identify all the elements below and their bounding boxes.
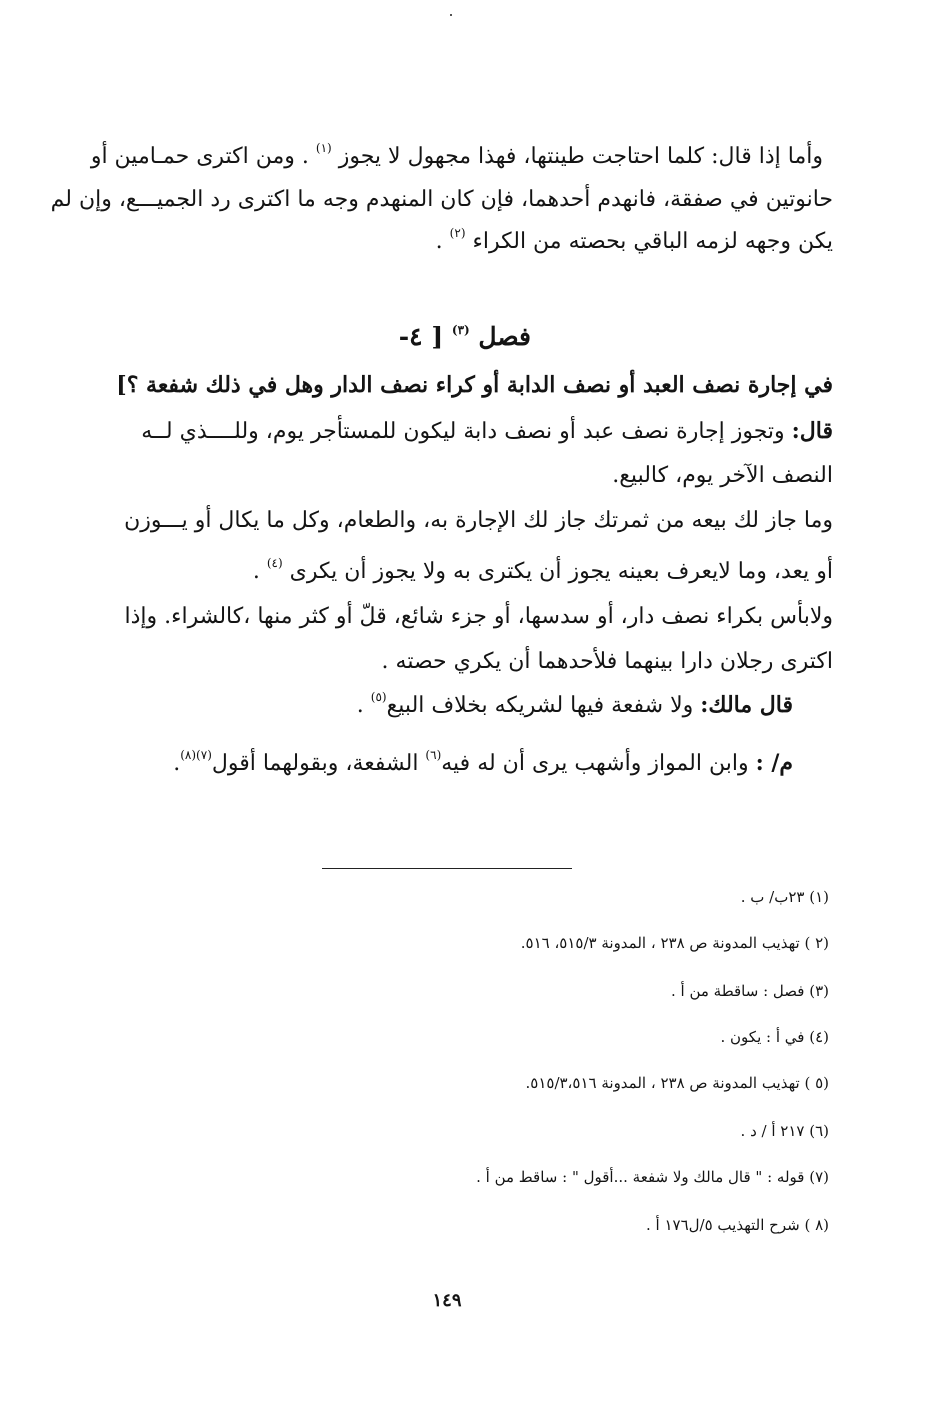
body-line-7 <box>253 557 833 587</box>
body-line-8 <box>125 602 834 632</box>
body-line-9 <box>382 647 833 677</box>
body-text: . <box>435 229 443 254</box>
body-line-10 <box>357 690 793 721</box>
body-line-1 <box>91 142 823 172</box>
footnote-6: (٦) ٢١٧ أ / د . <box>740 1122 829 1140</box>
body-text: ولا شفعة فيها لشريكه بخلاف البيع <box>386 693 701 718</box>
footnote-ref-2: (٢) <box>449 226 466 240</box>
page-number: ١٤٩ <box>432 1290 462 1311</box>
section-subtitle <box>116 370 833 400</box>
body-text: وتجوز إجارة نصف عبد أو نصف دابة ليكون للمستأجر يوم، وللــــذي لــه <box>141 419 792 444</box>
footnote-ref-5: (٥) <box>370 690 387 704</box>
body-line-3 <box>436 227 833 257</box>
body-text: . <box>252 559 260 584</box>
section-subtitle-text: في إجارة نصف العبد أو نصف الدابة أو كراء نصف الدار وهل في ذلك شفعة ؟] <box>116 372 833 398</box>
body-text: وما جاز لك بيعه من ثمرتك جاز لك الإجارة به، والطعام، وكل ما يكال أو يـــوزن <box>124 508 833 533</box>
body-text: ولابأس بكراء نصف دار، أو سدسها، أو جزء شائع، قلّ أو كثر منها ،كالشراء. وإذا <box>124 604 833 629</box>
body-text: اكترى رجلان دارا بينهما فلأحدهما أن يكري حصته . <box>381 649 833 674</box>
section-heading <box>399 322 531 351</box>
section-heading-word: فصل <box>478 322 531 351</box>
body-text: حانوتين في صفقة، فانهدم أحدهما، فإن كان المنهدم وجه ما اكترى رد الجميـــع، وإن لم <box>50 187 833 212</box>
footnote-8: (٨ ) شرح التهذيب ٥/ل١٧٦ أ . <box>645 1216 829 1234</box>
speaker-label: م/ : <box>755 750 793 776</box>
footnote-7: (٧) قوله : " قال مالك ولا شفعة ...أقول " : ساقط من أ . <box>476 1168 829 1186</box>
body-text: . <box>356 693 371 718</box>
body-text: يكن وجهه لزمه الباقي بحصته من الكراء <box>472 229 833 254</box>
scan-speck <box>450 14 452 16</box>
body-text: وابن المواز وأشهب يرى أن له فيه <box>441 751 756 776</box>
footnote-1: (١) ٢٣ب/ ب . <box>740 888 829 906</box>
body-line-2 <box>51 185 833 215</box>
footnote-5: (٥ ) تهذيب المدونة ص ٢٣٨ ، المدونة ٥١٥/٣،٥١٦. <box>525 1074 829 1092</box>
footnote-ref-6: (٦) <box>425 748 442 762</box>
footnote-ref-8: (٨) <box>180 748 197 762</box>
footnote-ref-1: (١) <box>315 141 332 155</box>
footnote-ref-7: (٧) <box>196 748 212 762</box>
body-line-11 <box>173 748 793 779</box>
body-text: وأما إذا قال: كلما احتاجت طينتها، فهذا مجهول لا يجوز <box>338 144 823 169</box>
footnote-separator <box>322 868 572 869</box>
footnote-3: (٣) فصل : ساقطة من أ . <box>670 982 829 1000</box>
section-number: [ ٤- <box>398 322 444 351</box>
body-line-4 <box>141 416 833 447</box>
speaker-label: قال: <box>791 418 833 444</box>
body-text: . ومن اكترى حمـامين أو <box>90 144 309 169</box>
body-text: أو يعد، وما لايعرف بعينه يجوز أن يكترى به ولا يجوز أن يكرى <box>289 559 833 584</box>
footnote-2: (٢ ) تهذيب المدونة ص ٢٣٨ ، المدونة ٥١٥/٣، ٥١٦. <box>520 934 829 952</box>
body-text: الشفعة، وبقولهما أقول <box>211 751 426 776</box>
body-line-5 <box>612 461 833 491</box>
speaker-label: قال مالك: <box>700 692 793 718</box>
body-text: النصف الآخر يوم، كالبيع. <box>612 463 833 488</box>
body-line-6 <box>124 506 833 536</box>
body-text: . <box>173 751 181 776</box>
footnote-4: (٤) في أ : يكون . <box>720 1028 829 1046</box>
footnote-ref-3: (٣) <box>451 323 470 337</box>
footnote-ref-4: (٤) <box>266 556 283 570</box>
